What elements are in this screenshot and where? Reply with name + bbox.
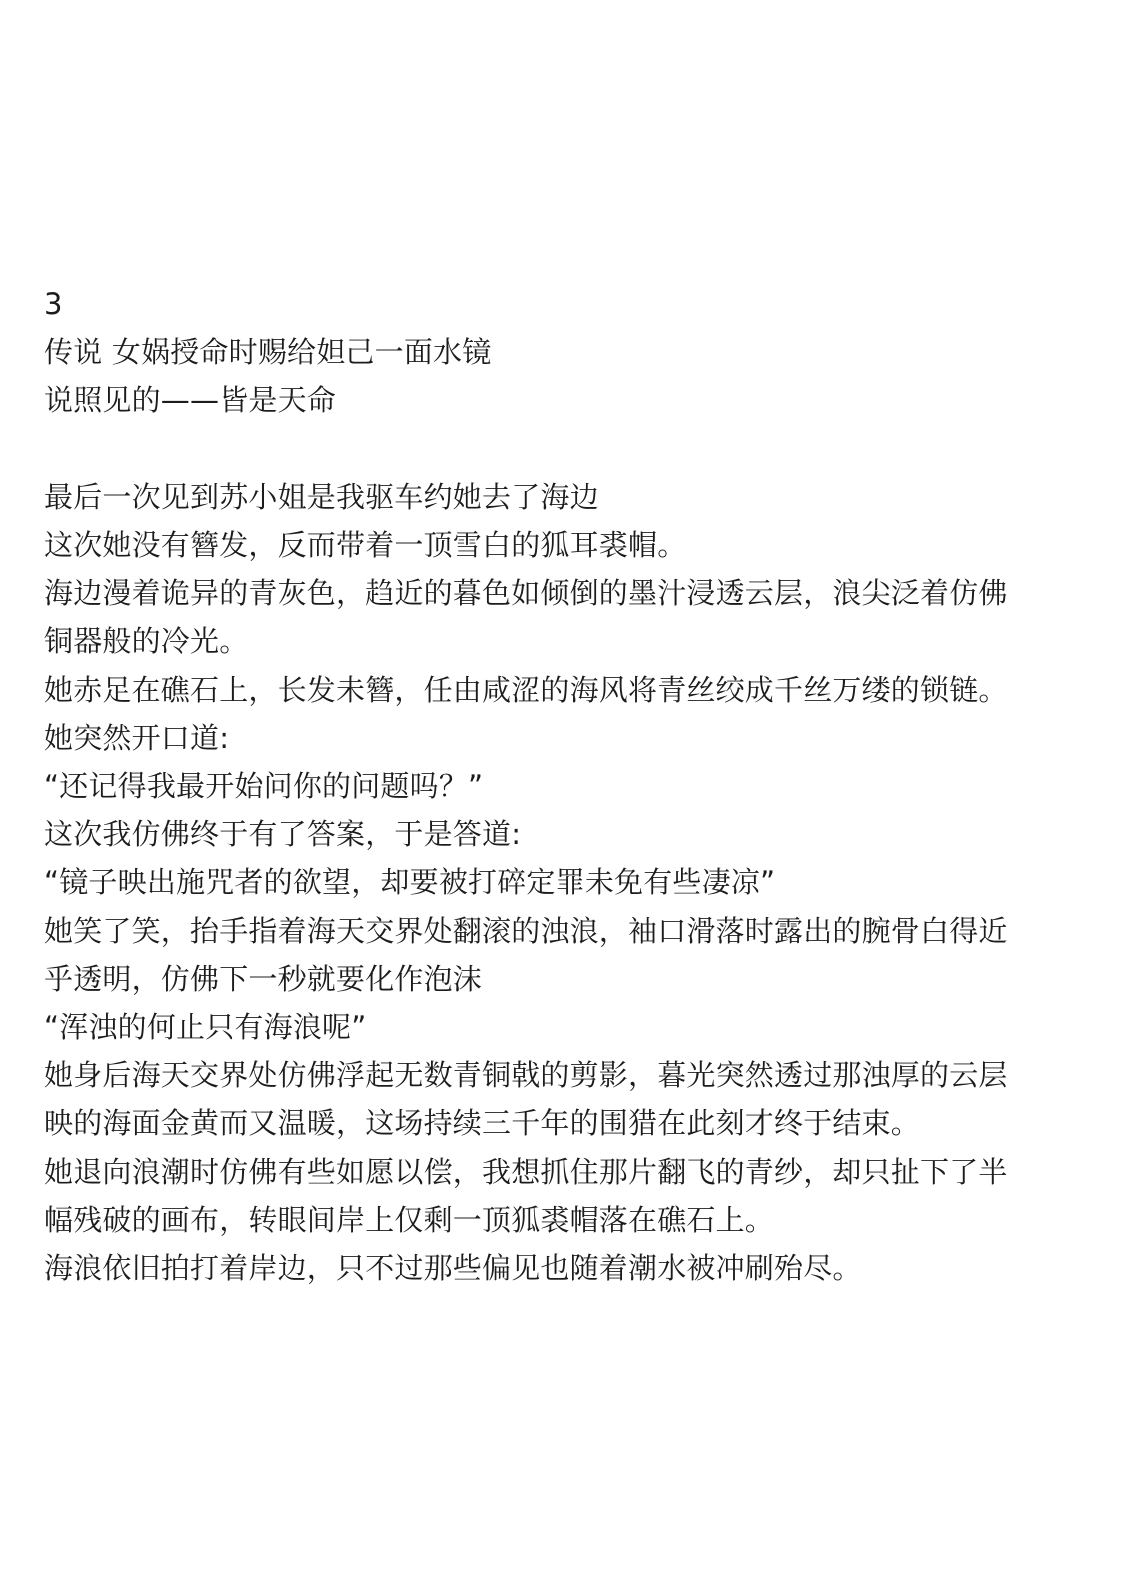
story-line: “还记得我最开始问你的问题吗？” bbox=[44, 769, 484, 804]
story-line: 乎透明，仿佛下一秒就要化作泡沫 bbox=[44, 961, 483, 996]
story-line: 她退向浪潮时仿佛有些如愿以偿，我想抓住那片翻飞的青纱，却只扯下了半 bbox=[44, 1154, 1008, 1189]
intro-line: 传说 女娲授命时赐给妲己一面水镜 bbox=[44, 335, 492, 370]
story-line: 这次我仿佛终于有了答案，于是答道: bbox=[44, 817, 522, 852]
paragraph-spacer bbox=[44, 425, 1104, 473]
intro-line: 说照见的——皆是天命 bbox=[44, 383, 337, 418]
story-line: 她身后海天交界处仿佛浮起无数青铜戟的剪影，暮光突然透过那浊厚的云层 bbox=[44, 1058, 1008, 1093]
chapter-number: 3 bbox=[44, 287, 63, 321]
story-line: 幅残破的画布，转眼间岸上仅剩一顶狐裘帽落在礁石上。 bbox=[44, 1202, 775, 1237]
story-line: “浑浊的何止只有海浪呢” bbox=[44, 1010, 367, 1045]
story-line: 映的海面金黄而又温暖，这场持续三千年的围猎在此刻才终于结束。 bbox=[44, 1106, 921, 1141]
story-line: 她笑了笑，抬手指着海天交界处翻滚的浊浪，袖口滑落时露出的腕骨白得近 bbox=[44, 913, 1008, 948]
story-line: 海浪依旧拍打着岸边，只不过那些偏见也随着潮水被冲刷殆尽。 bbox=[44, 1251, 862, 1286]
story-line: 铜器般的冷光。 bbox=[44, 624, 249, 659]
story-line: “镜子映出施咒者的欲望，却要被打碎定罪未免有些凄凉” bbox=[44, 865, 776, 900]
story-line: 这次她没有簪发，反而带着一顶雪白的狐耳裘帽。 bbox=[44, 528, 687, 562]
story-line: 海边漫着诡异的青灰色，趋近的暮色如倾倒的墨汁浸透云层，浪尖泛着仿佛 bbox=[44, 576, 1008, 611]
story-line: 她赤足在礁石上，长发未簪，任由咸涩的海风将青丝绞成千丝万缕的锁链。 bbox=[44, 672, 1008, 707]
story-line: 她突然开口道: bbox=[44, 720, 230, 755]
text-body bbox=[44, 280, 1104, 1292]
story-line: 最后一次见到苏小姐是我驱车约她去了海边 bbox=[44, 479, 599, 514]
